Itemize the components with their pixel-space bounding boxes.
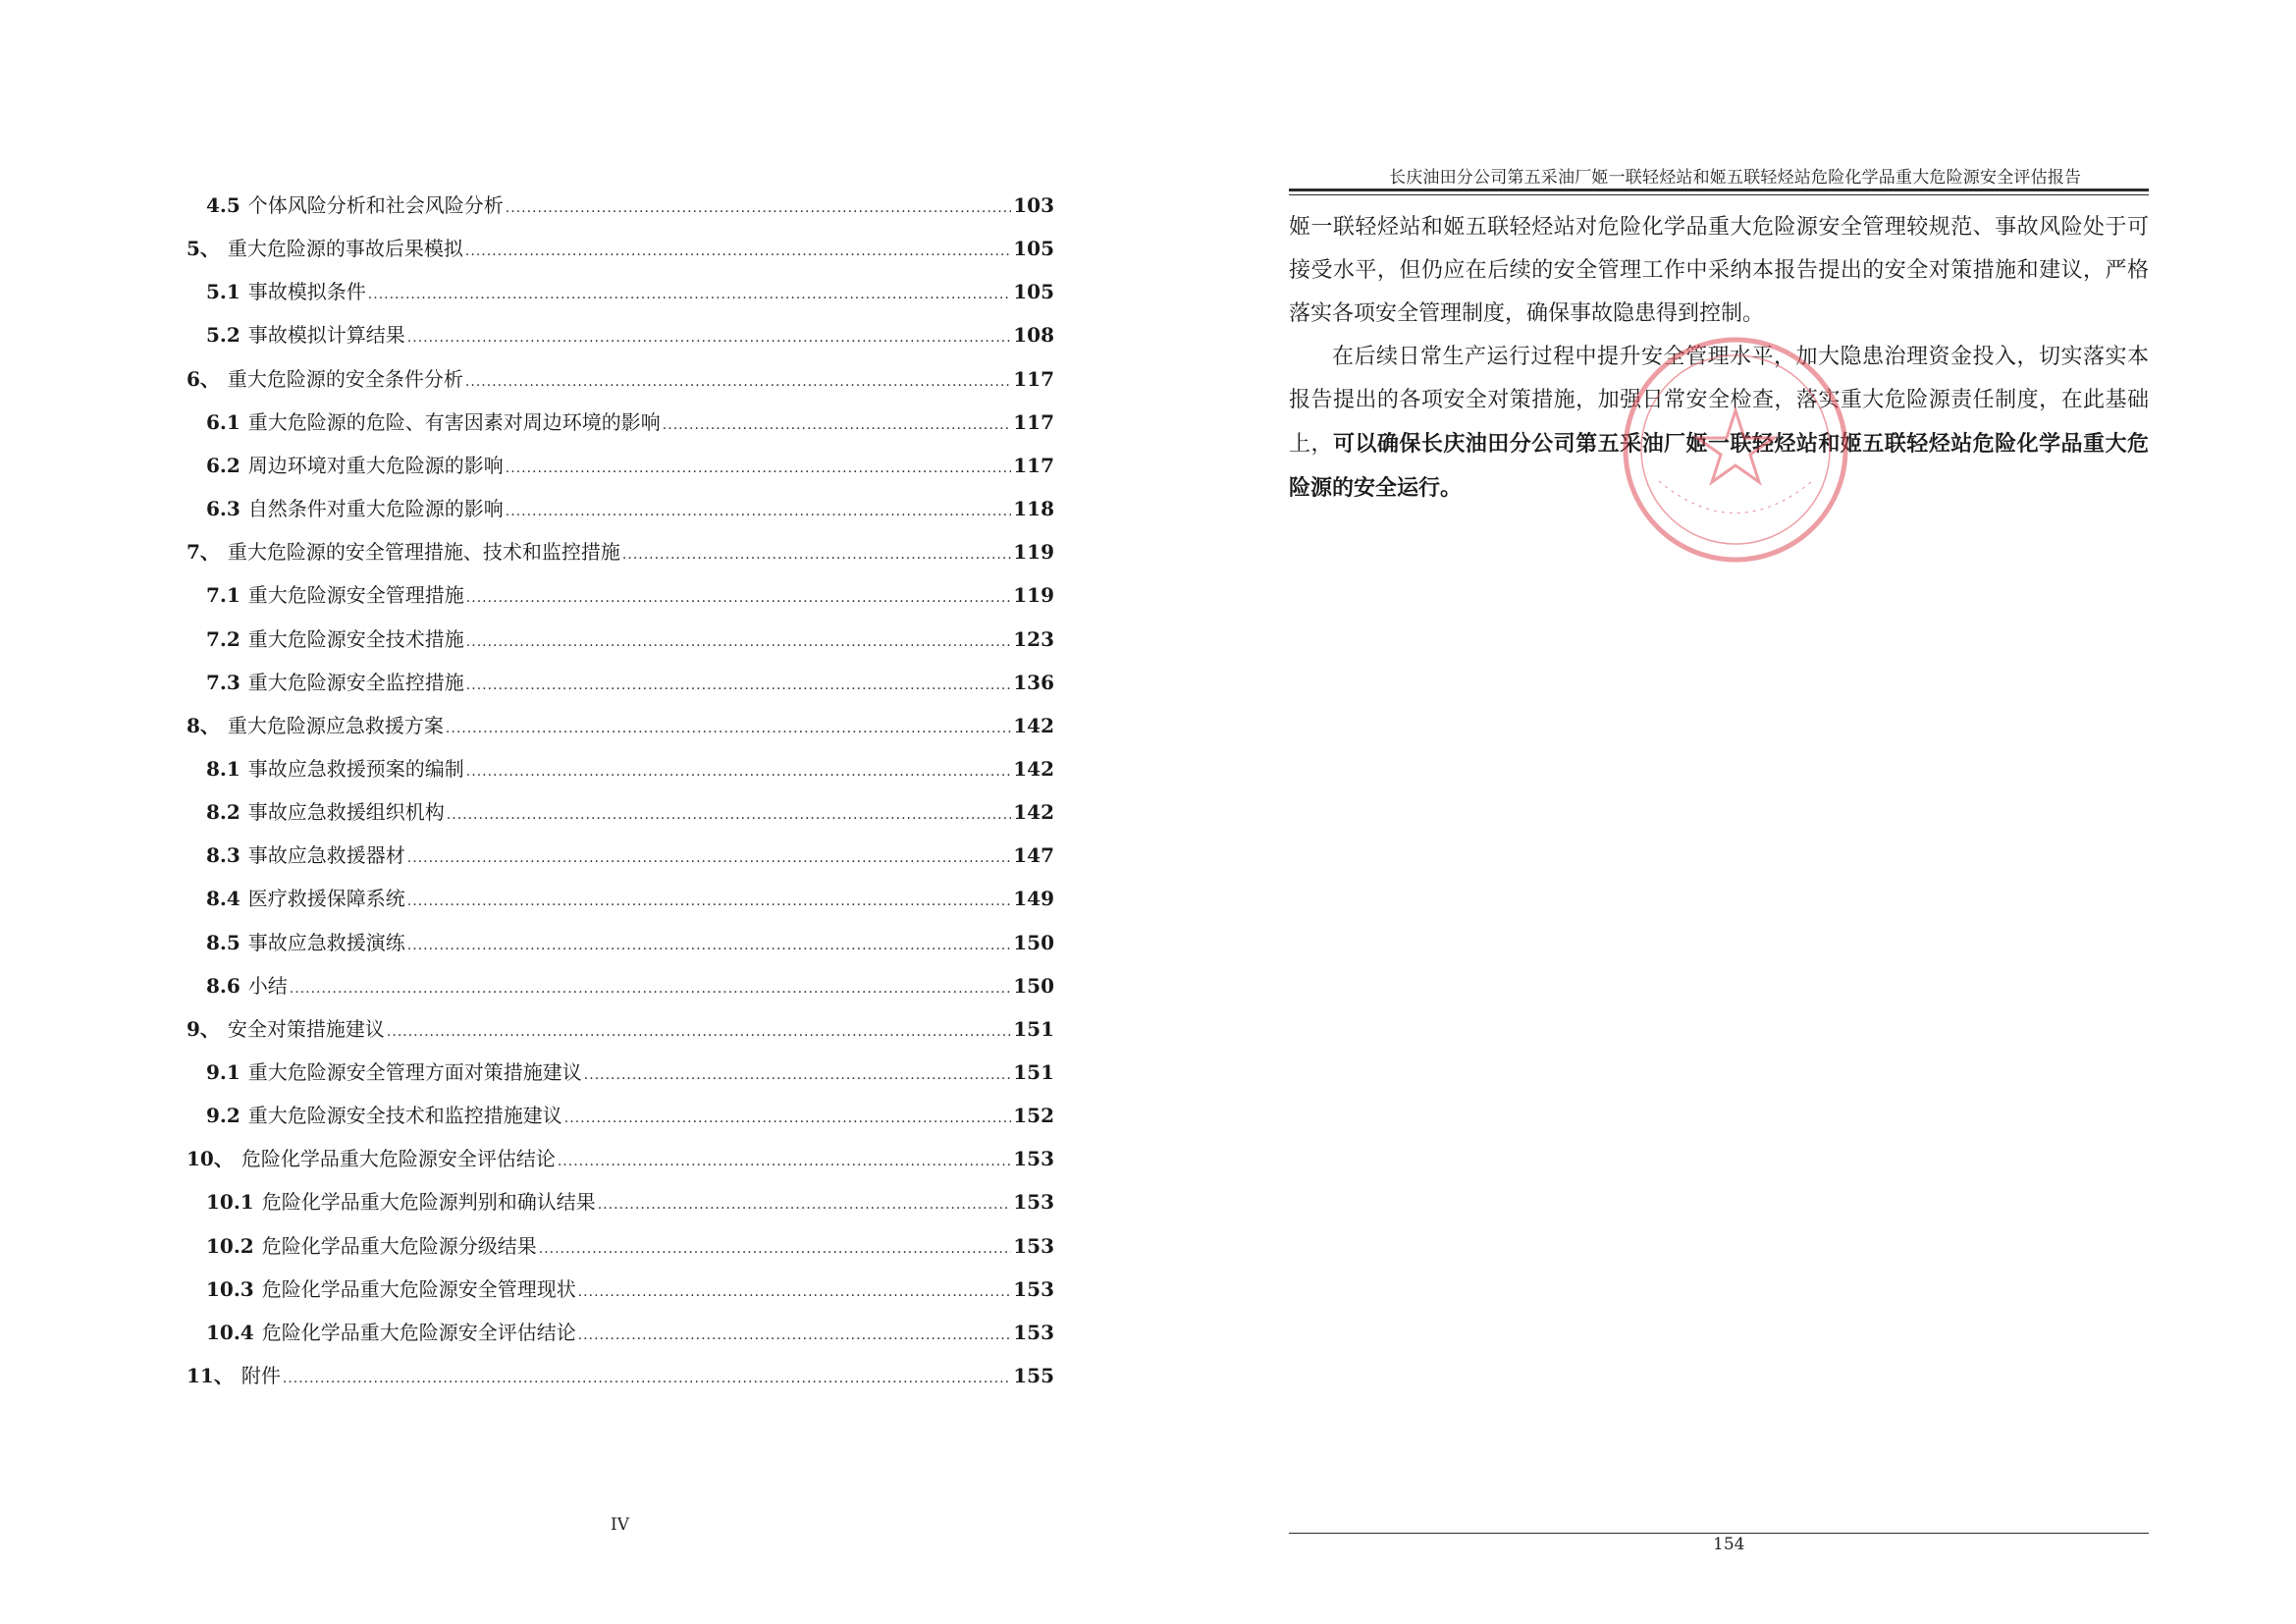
toc-leader-dots [506,198,1011,218]
toc-leader-dots [465,372,1011,392]
toc-entry[interactable] [187,713,1054,738]
toc-leader-dots [558,1152,1011,1171]
toc-entry-number: 8.2 [206,800,240,824]
toc-entry-title: 事故应急救援演练 [247,931,405,954]
toc-leader-dots [578,1326,1012,1345]
toc-entry-title: 自然条件对重大危险源的影响 [247,497,504,520]
toc-entry[interactable] [206,496,1054,521]
toc-entry-page: 147 [1013,843,1054,867]
toc-entry-number: 5.2 [206,323,240,347]
company-seal [1620,334,1851,566]
toc-entry[interactable] [206,1059,1054,1085]
toc-entry-number: 9.1 [206,1060,240,1084]
seal-star-icon [1697,410,1774,482]
toc-entry[interactable] [187,1146,1054,1171]
toc-leader-dots [506,502,1011,521]
toc-entry[interactable] [206,973,1054,999]
toc-leader-dots [447,805,1011,825]
toc-entry-title: 危险化学品重大危险源分级结果 [261,1234,537,1258]
toc-entry-title: 危险化学品重大危险源安全管理现状 [261,1277,576,1301]
toc-entry-number: 10、 [187,1147,234,1170]
toc-entry-number: 6、 [187,367,220,391]
toc-entry-title: 医疗救援保障系统 [247,887,405,910]
toc-leader-dots [506,459,1011,478]
toc-entry[interactable] [187,1363,1054,1388]
toc-leader-dots [387,1022,1011,1042]
toc-entry-page: 105 [1013,280,1054,303]
toc-entry-page: 153 [1013,1321,1054,1344]
toc-entry-number: 8.5 [206,931,240,954]
toc-entry-number: 8.3 [206,843,240,867]
toc-entry-title: 附件 [240,1364,281,1387]
toc-entry-title: 危险化学品重大危险源判别和确认结果 [261,1190,596,1214]
toc-entry-number: 8.1 [206,757,240,781]
toc-entry-number: 10.4 [206,1321,254,1344]
toc-entry[interactable] [187,539,1054,565]
toc-entry-page: 153 [1013,1277,1054,1301]
toc-entry-page: 155 [1013,1364,1054,1387]
running-header: 长庆油田分公司第五采油厂姬一联轻烃站和姬五联轻烃站危险化学品重大危险源安全评估报告 [1389,168,2082,188]
toc-leader-dots [539,1239,1012,1259]
toc-leader-dots [466,588,1011,608]
toc-leader-dots [283,1369,1011,1388]
toc-entry-title: 个体风险分析和社会风险分析 [247,193,504,217]
toc-entry-number: 7.1 [206,583,240,607]
toc-entry-page: 105 [1013,237,1054,260]
toc-entry-page: 142 [1013,714,1054,737]
header-rule-thin [1289,194,2149,195]
toc-entry[interactable] [206,842,1054,868]
toc-leader-dots [584,1065,1011,1085]
toc-entry[interactable] [206,1103,1054,1128]
toc-entry[interactable] [206,799,1054,825]
toc-entry-title: 危险化学品重大危险源安全评估结论 [261,1321,576,1344]
toc-entry-number: 6.2 [206,454,240,477]
toc-entry[interactable] [187,1016,1054,1042]
toc-entry-number: 11、 [187,1364,234,1387]
toc-entry-number: 10.3 [206,1277,254,1301]
toc-leader-dots [465,242,1011,261]
conclusion-paragraph-1: 姬一联轻烃站和姬五联轻烃站对危险化学品重大危险源安全管理较规范、事故风险处于可接受水平，但仍应在后续的安全管理工作中采纳本报告提出的安全对策措施和建议，严格落实各项安全管理制度，确保事故隐患得到控制。 [1289,215,2149,326]
toc-entry-number: 9、 [187,1017,220,1041]
toc-entry-number: 8.6 [206,974,240,998]
seal-ring [1626,340,1845,560]
toc-entry[interactable] [206,930,1054,955]
toc-entry-title: 事故模拟条件 [247,280,366,303]
toc-entry-page: 136 [1013,671,1054,694]
toc-entry-page: 150 [1013,974,1054,998]
toc-entry[interactable] [206,582,1054,608]
toc-entry-page: 123 [1013,627,1054,651]
toc-leader-dots [407,848,1011,868]
toc-entry[interactable] [206,192,1054,218]
toc-entry-title: 危险化学品重大危险源安全评估结论 [240,1147,556,1170]
toc-entry-page: 151 [1013,1017,1054,1041]
toc-entry-number: 8.4 [206,887,240,910]
toc-leader-dots [407,936,1011,955]
toc-leader-dots [578,1282,1012,1302]
toc-entry-title: 重大危险源安全管理措施 [247,583,464,607]
toc-leader-dots [466,676,1011,695]
toc-entry-number: 5、 [187,237,220,260]
toc-entry[interactable] [206,453,1054,478]
toc-entry-title: 安全对策措施建议 [227,1017,385,1041]
toc-leader-dots [564,1109,1011,1128]
toc-entry-page: 117 [1013,410,1054,434]
toc-entry-page: 117 [1013,454,1054,477]
toc-entry-number: 4.5 [206,193,240,217]
toc-entry-title: 重大危险源的安全管理措施、技术和监控措施 [227,540,620,564]
toc-entry-page: 142 [1013,757,1054,781]
toc-entry-title: 重大危险源安全监控措施 [247,671,464,694]
toc-entry[interactable] [187,236,1054,261]
toc-entry-title: 事故应急救援器材 [247,843,405,867]
toc-entry[interactable] [206,670,1054,695]
toc-entry[interactable] [206,1189,1054,1215]
toc-entry-number: 7、 [187,540,220,564]
toc-entry-title: 重大危险源应急救援方案 [227,714,444,737]
toc-entry-page: 142 [1013,800,1054,824]
toc-entry-page: 119 [1013,540,1054,564]
toc-entry-page: 151 [1013,1060,1054,1084]
toc-entry-title: 周边环境对重大危险源的影响 [247,454,504,477]
toc-leader-dots [407,892,1011,911]
toc-entry-number: 7.3 [206,671,240,694]
toc-entry-number: 6.3 [206,497,240,520]
toc-entry[interactable] [206,1276,1054,1302]
toc-entry-number: 10.2 [206,1234,254,1258]
toc-leader-dots [598,1195,1012,1215]
page-number-left: IV [611,1515,629,1535]
toc-leader-dots [290,979,1011,999]
toc-leader-dots [466,762,1011,782]
toc-entry-page: 103 [1013,193,1054,217]
toc-leader-dots [663,415,1011,435]
toc-entry-page: 117 [1013,367,1054,391]
header-rule-thick [1289,189,2149,191]
toc-entry-number: 5.1 [206,280,240,303]
toc-entry-page: 153 [1013,1234,1054,1258]
toc-entry[interactable] [206,626,1054,652]
toc-entry-title: 事故模拟计算结果 [247,323,405,347]
conclusion-paragraph-2-bold: 可以确保长庆油田分公司第五采油厂姬一联轻烃站和姬五联轻烃站危险化学品重大危险源的安全运行。 [1289,431,2149,501]
toc-entry[interactable] [206,1233,1054,1259]
toc-entry[interactable] [206,1320,1054,1345]
toc-entry-title: 事故应急救援组织机构 [247,800,445,824]
toc-entry-title: 重大危险源的安全条件分析 [227,367,463,391]
toc-entry-title: 重大危险源安全管理方面对策措施建议 [247,1060,582,1084]
toc-entry[interactable] [187,366,1054,392]
toc-entry-title: 重大危险源的危险、有害因素对周边环境的影响 [247,410,661,434]
toc-entry-page: 108 [1013,323,1054,347]
toc-entry-number: 9.2 [206,1104,240,1127]
toc-entry-title: 重大危险源的事故后果模拟 [227,237,463,260]
conclusion-paragraph-2-text: 在后续日常生产运行过程中提升安全管理水平，加大隐患治理资金投入，切实落实本报告提出的各项安全对策措施，加强日常安全检查，落实重大危险源责任制度，在此基础上， [1289,345,2149,457]
toc-entry-page: 153 [1013,1190,1054,1214]
toc-entry[interactable] [206,886,1054,911]
toc-leader-dots [446,719,1011,738]
toc-entry-title: 重大危险源安全技术措施 [247,627,464,651]
toc-entry-number: 8、 [187,714,220,737]
toc-entry-number: 6.1 [206,410,240,434]
toc-leader-dots [622,545,1011,565]
toc-entry[interactable] [206,756,1054,782]
page-number-right: 154 [1713,1535,1745,1554]
toc-entry-title: 小结 [247,974,288,998]
toc-entry-number: 7.2 [206,627,240,651]
toc-leader-dots [466,632,1011,652]
toc-entry-title: 事故应急救援预案的编制 [247,757,464,781]
toc-entry-page: 150 [1013,931,1054,954]
toc-leader-dots [407,328,1011,348]
toc-entry-page: 153 [1013,1147,1054,1170]
toc-entry[interactable] [206,279,1054,304]
toc-entry-title: 重大危险源安全技术和监控措施建议 [247,1104,562,1127]
toc-entry-number: 10.1 [206,1190,254,1214]
toc-entry-page: 119 [1013,583,1054,607]
toc-entry[interactable] [206,409,1054,435]
toc-entry[interactable] [206,322,1054,348]
toc-leader-dots [368,285,1011,304]
toc-entry-page: 152 [1013,1104,1054,1127]
toc-entry-page: 118 [1013,497,1054,520]
toc-entry-page: 149 [1013,887,1054,910]
footer-rule [1289,1533,2149,1534]
